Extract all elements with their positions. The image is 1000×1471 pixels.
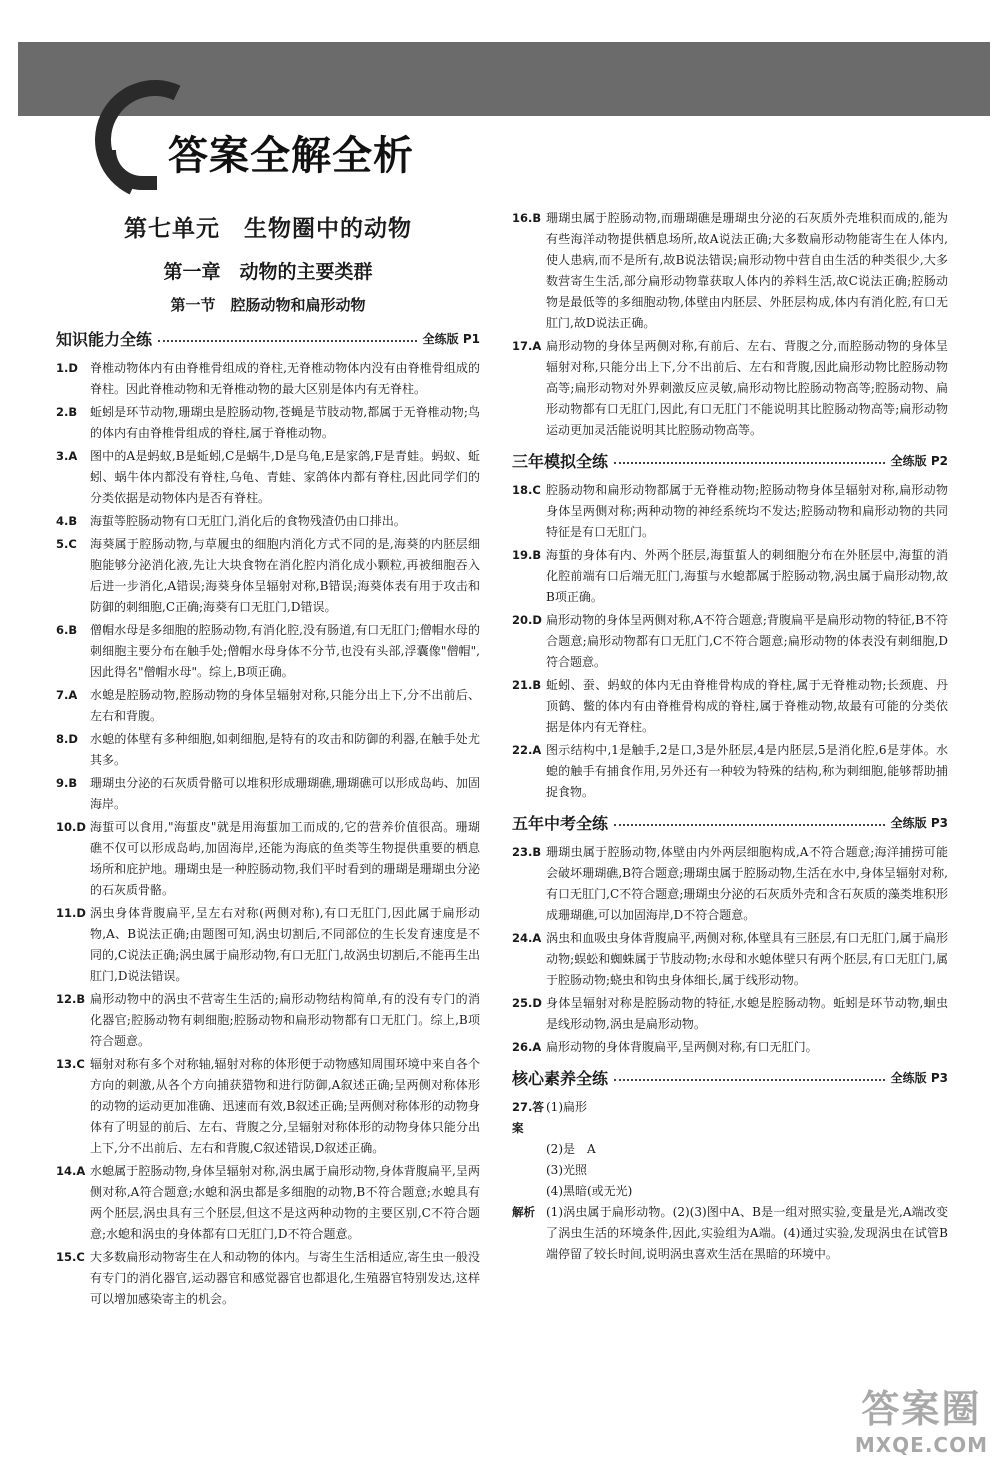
- section-name: 五年中考全练: [512, 814, 609, 833]
- answer-item: [56, 1247, 480, 1310]
- answer-text: 扁形动物的身体呈两侧对称,A不符合题意;背腹扁平是扁形动物的特征,B不符合题意;扁形动物都有口无肛门,C不符合题意;扁形动物的体表没有刺细胞,D符合题意。: [546, 613, 948, 669]
- answer-number: 19.B: [512, 548, 542, 562]
- answer-item: [512, 336, 948, 441]
- section-header-knowledge: [56, 327, 480, 350]
- answer-text: 图中的A是蚂蚁,B是蚯蚓,C是蜗牛,D是乌龟,E是家鸽,F是青蛙。蚂蚁、蚯蚓、蜗牛体内都没有脊柱,乌龟、青蛙、家鸽体内都有脊柱,因此同学们的分类依据是动物体内是否有脊柱。: [90, 449, 480, 505]
- answer-27-first-line: [512, 1097, 948, 1139]
- answer-number: 2.B: [56, 405, 78, 419]
- answer-item: [512, 740, 948, 803]
- answer-text: 海蜇等腔肠动物有口无肛门,消化后的食物残渣仍由口排出。: [90, 514, 406, 528]
- right-column: [512, 208, 948, 1265]
- answer-item: [512, 842, 948, 926]
- dotted-leader: [614, 462, 885, 464]
- section-title: 第一节 腔肠动物和扁形动物: [170, 296, 366, 314]
- answer-item: [512, 545, 948, 608]
- answer-text: 脊椎动物体内有由脊椎骨组成的脊柱,无脊椎动物体内没有由脊椎骨组成的脊柱。因此脊椎动物和无脊椎动物的最大区别是体内有无脊柱。: [90, 361, 480, 396]
- answer-number: 17.A: [512, 339, 542, 353]
- answer-item: [512, 675, 948, 738]
- answer-text: 图示结构中,1是触手,2是口,3是外胚层,4是内胚层,5是消化腔,6是芽体。水螅的触手有捕食作用,另外还有一种较为特殊的结构,称为刺细胞,能够帮助捕捉食物。: [546, 743, 948, 799]
- section-name: 核心素养全练: [512, 1069, 609, 1088]
- answer-text: 珊瑚虫属于腔肠动物,体壁由内外两层细胞构成,A不符合题意;海洋捕捞可能会破坏珊瑚礁,B符合题意;珊瑚虫属于腔肠动物,生活在水中,身体呈辐射对称,有口无肛门,C不符合题意;珊瑚虫分泌的石灰质外壳和含石灰质的藻类堆积形成珊瑚礁,可以加固海岸,D不符合题意。: [546, 845, 948, 922]
- answer-item: [56, 620, 480, 683]
- answer-text: 水螅的体壁有多种细胞,如刺细胞,是特有的攻击和防御的利器,在触手处尤其多。: [90, 732, 480, 767]
- answer-27-line-3: (3)光照: [546, 1163, 587, 1177]
- watermark-logo: [855, 1378, 988, 1457]
- answer-27-line-1: (1)扁形: [546, 1100, 587, 1114]
- answer-number: 26.A: [512, 1040, 542, 1054]
- dotted-leader: [614, 1079, 885, 1081]
- answer-text: 身体呈辐射对称是腔肠动物的特征,水螅是腔肠动物。蚯蚓是环节动物,蛔虫是线形动物,涡虫是扁形动物。: [546, 996, 948, 1031]
- section-name: 三年模拟全练: [512, 452, 609, 471]
- answer-item: [56, 773, 480, 815]
- answer-number: 20.D: [512, 613, 542, 627]
- answer-text: 海葵属于腔肠动物,与草履虫的细胞内消化方式不同的是,海葵的内胚层细胞能够分泌消化液,先让大块食物在消化腔内消化成小颗粒,再被细胞吞入后进一步消化,A错误;海葵身体呈辐射对称,B错误;海葵体表有用于攻击和防御的刺细胞,C正确;海葵有口无肛门,D错误。: [90, 537, 480, 614]
- answer-item: [512, 928, 948, 991]
- answer-text: 水螅属于腔肠动物,身体呈辐射对称,涡虫属于扁形动物,身体背腹扁平,呈两侧对称,A符合题意;水螅和涡虫都是多细胞的动物,B不符合题意;水螅具有两个胚层,涡虫具有三个胚层,但这不是这两种动物的主要区别,C不符合题意;水螅和涡虫的身体都有口无肛门,D不符合题意。: [90, 1164, 480, 1241]
- answer-item: [56, 446, 480, 509]
- answer-text: 大多数扁形动物寄生在人和动物的体内。与寄生生活相适应,寄生虫一般没有专门的消化器官,运动器官和感觉器官也都退化,生殖器官特别发达,这样可以增加感染寄主的机会。: [90, 1250, 480, 1306]
- watermark-logo-text: 答案圈: [861, 1387, 982, 1431]
- answer-number: 27.答案: [512, 1100, 544, 1135]
- answer-number: 11.D: [56, 906, 86, 920]
- answer-item: [56, 989, 480, 1052]
- answer-number: 9.B: [56, 776, 78, 790]
- answer-text: 蚯蚓是环节动物,珊瑚虫是腔肠动物,苍蝇是节肢动物,都属于无脊椎动物;鸟的体内有由脊椎骨组成的脊柱,属于脊椎动物。: [90, 405, 480, 440]
- answer-number: 13.C: [56, 1057, 85, 1071]
- page-title: 答案全解全析: [168, 133, 414, 179]
- answer-item: [512, 610, 948, 673]
- answer-27-line-4: (4)黑暗(或无光): [546, 1184, 633, 1198]
- answer-item: [56, 534, 480, 618]
- section-page-tag: 全练版 P3: [890, 816, 948, 830]
- answer-number: 1.D: [56, 361, 78, 375]
- answer-text: 涡虫身体背腹扁平,呈左右对称(两侧对称),有口无肛门,因此属于扁形动物,A、B说法正确;由题图可知,涡虫切割后,不同部位的生长发育速度是不同的,C说法正确;涡虫属于扁形动物,有口无肛门,故涡虫切割后,不能再生出肛门,D说法错误。: [90, 906, 480, 983]
- answer-text: 海蜇可以食用,"海蜇皮"就是用海蜇加工而成的,它的营养价值很高。珊瑚礁不仅可以形成岛屿,加固海岸,还能为海底的鱼类等生物提供重要的栖息场所和庇护地。珊瑚虫是一种腔肠动物,我们平时看到的珊瑚是珊瑚虫分泌的石灰质骨骼。: [90, 820, 480, 897]
- answer-item: [56, 817, 480, 901]
- answer-number: 7.A: [56, 688, 78, 702]
- answer-item: [512, 480, 948, 543]
- answer-number: 15.C: [56, 1250, 85, 1264]
- answer-item: [512, 208, 948, 334]
- answer-text: 蚯蚓、蚕、蚂蚁的体内无由脊椎骨构成的脊柱,属于无脊椎动物;长颈鹿、丹顶鹤、鳖的体内有由脊椎骨构成的脊柱,属于脊椎动物,故最有可能的分类依据是体内有无脊柱。: [546, 678, 948, 734]
- answer-27-analysis: [512, 1202, 948, 1265]
- answer-number: 3.A: [56, 449, 78, 463]
- chapter-title: 第一章 动物的主要类群: [163, 261, 373, 283]
- left-column: [56, 210, 480, 1312]
- answer-item: [56, 402, 480, 444]
- analysis-text: (1)涡虫属于扁形动物。(2)(3)图中A、B是一组对照实验,变量是光,A端改变了涡虫生活的环境条件,因此,实验组为A端。(4)通过实验,发现涡虫在试管B端停留了较长时间,说明涡虫喜欢生活在黑暗的环境中。: [546, 1205, 948, 1261]
- dotted-leader: [614, 824, 885, 826]
- header-arc-tail-decoration: [102, 150, 157, 190]
- answer-item: [56, 685, 480, 727]
- answer-text: 扁形动物的身体背腹扁平,呈两侧对称,有口无肛门。: [546, 1040, 818, 1054]
- answer-number: 23.B: [512, 845, 542, 859]
- section-header-five-year: [512, 811, 948, 834]
- answer-number: 12.B: [56, 992, 86, 1006]
- answer-text: 僧帽水母是多细胞的腔肠动物,有消化腔,没有肠道,有口无肛门;僧帽水母的刺细胞主要分布在触手处;僧帽水母身体不分节,也没有头部,浮囊像"僧帽",因此得名"僧帽水母"。综上,B项正确。: [90, 623, 480, 679]
- answer-text: 扁形动物中的涡虫不营寄生生活的;扁形动物结构简单,有的没有专门的消化器官;腔肠动物有刺细胞;腔肠动物和扁形动物都有口无肛门。综上,B项符合题意。: [90, 992, 480, 1048]
- answer-number: 5.C: [56, 537, 77, 551]
- answer-item: [56, 903, 480, 987]
- watermark-url: MXQE.COM: [854, 1433, 988, 1457]
- answer-item: [56, 729, 480, 771]
- answer-text: 扁形动物的身体呈两侧对称,有前后、左右、背腹之分,而腔肠动物的身体呈辐射对称,只能分出上下,分不出前后、左右和背腹,因此扁形动物比腔肠动物高等;扁形动物对外界刺激反应灵敏,扁形动物比腔肠动物高等;腔肠动物、扁形动物都有口无肛门,因此,有口无肛门不能说明其比腔肠动物高等;扁形动物运动更加灵活能说明其比腔肠动物高等。: [546, 339, 948, 437]
- answer-item: [512, 993, 948, 1035]
- answer-number: 16.B: [512, 211, 542, 225]
- answer-item: [56, 1054, 480, 1159]
- answer-text: 涡虫和血吸虫身体背腹扁平,两侧对称,体壁具有三胚层,有口无肛门,属于扁形动物;蜈蚣和蜘蛛属于节肢动物;水母和水螅体壁只有两个胚层,有口无肛门,属于腔肠动物;蛲虫和钩虫身体细长,属于线形动物。: [546, 931, 948, 987]
- answer-text: 海蜇的身体有内、外两个胚层,海蜇蜇人的刺细胞分布在外胚层中,海蜇的消化腔前端有口后端无肛门,海蜇与水螅都属于腔肠动物,涡虫属于扁形动物,故B项正确。: [546, 548, 948, 604]
- analysis-label: 解析: [512, 1205, 535, 1219]
- answer-number: 21.B: [512, 678, 542, 692]
- unit-title: 第七单元 生物圈中的动物: [124, 215, 412, 242]
- answer-text: 腔肠动物和扁形动物都属于无脊椎动物;腔肠动物身体呈辐射对称,扁形动物身体呈两侧对称;两种动物的神经系统均不发达;腔肠动物和扁形动物的共同特征是有口无肛门。: [546, 483, 948, 539]
- answer-item: [56, 1161, 480, 1245]
- answer-27: [512, 1097, 948, 1202]
- answer-number: 10.D: [56, 820, 86, 834]
- answer-27-line-2: (2)是 A: [546, 1142, 596, 1156]
- answer-text: 珊瑚虫分泌的石灰质骨骼可以堆积形成珊瑚礁,珊瑚礁可以形成岛屿、加固海岸。: [90, 776, 480, 811]
- answer-number: 24.A: [512, 931, 542, 945]
- answer-number: 14.A: [56, 1164, 86, 1178]
- section-header-three-year: [512, 449, 948, 472]
- section-page-tag: 全练版 P1: [422, 332, 480, 346]
- section-page-tag: 全练版 P3: [890, 1071, 948, 1085]
- section-page-tag: 全练版 P2: [890, 454, 948, 468]
- answer-text: 辐射对称有多个对称轴,辐射对称的体形便于动物感知周围环境中来自各个方向的刺激,从各个方向捕获猎物和进行防御,A叙述正确;呈两侧对称体形的动物的运动更加准确、迅速而有效,B叙述正确;呈两侧对称体形的动物身体有了明显的前后、左右、背腹之分,呈辐射对称体形的动物身体只能分出上下,分不出前后、左右和背腹,C叙述错误,D叙述正确。: [90, 1057, 480, 1155]
- answer-number: 6.B: [56, 623, 78, 637]
- section-name: 知识能力全练: [56, 330, 153, 349]
- section-header-core-literacy: [512, 1066, 948, 1089]
- dotted-leader: [158, 340, 417, 342]
- answer-number: 4.B: [56, 514, 78, 528]
- answer-number: 8.D: [56, 732, 78, 746]
- answer-item: [56, 511, 480, 532]
- answer-item: [512, 1037, 948, 1058]
- answer-number: 25.D: [512, 996, 542, 1010]
- answer-text: 珊瑚虫属于腔肠动物,而珊瑚礁是珊瑚虫分泌的石灰质外壳堆积而成的,能为有些海洋动物提供栖息场所,故A说法正确;大多数扁形动物能寄生在人体内,使人患病,而不是所有,故B说法错误;扁形动物中营自由生活的种类很少,大多数营寄生生活,部分扁形动物靠获取人体内的养料生活,故C说法正确;腔肠动物是最低等的多细胞动物,体壁由内胚层、外胚层构成,体内有消化腔,有口无肛门,故D说法正确。: [546, 211, 948, 330]
- answer-item: [56, 358, 480, 400]
- answer-number: 18.C: [512, 483, 541, 497]
- answer-text: 水螅是腔肠动物,腔肠动物的身体呈辐射对称,只能分出上下,分不出前后、左右和背腹。: [90, 688, 480, 723]
- answer-number: 22.A: [512, 743, 542, 757]
